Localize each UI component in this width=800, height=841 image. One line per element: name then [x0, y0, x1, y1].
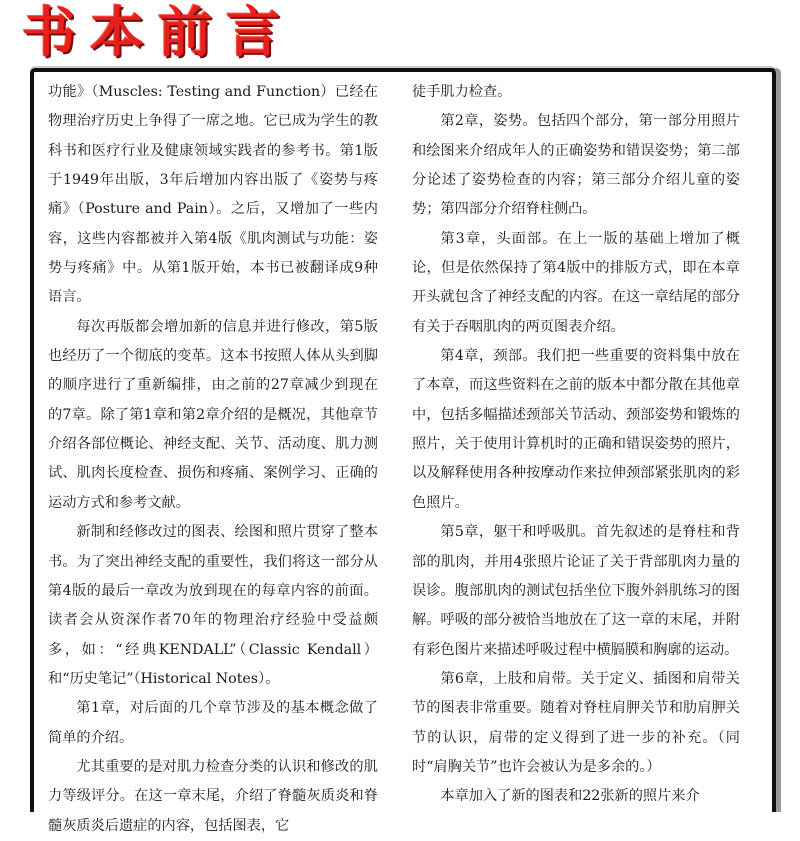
paragraph: 第4章，颈部。我们把一些重要的资料集中放在了本章，而这些资料在之前的版本中都分散在其他章中，包括多幅描述颈部关节活动、颈部姿势和锻炼的照片，关于使用计算机时的正确和错误姿势的照片，以及解释使用各种按摩动作来拉伸颈部紧张肌肉的彩色照片。: [412, 348, 740, 511]
book-page: [30, 68, 776, 834]
paragraph: 尤其重要的是对肌力检查分类的认识和修改的肌力等级评分。在这一章末尾，介绍了脊髓灰质炎和脊髓灰质炎后遗症的内容，包括图表，它: [48, 758, 378, 834]
paragraph: 新制和经修改过的图表、绘图和照片贯穿了整本书。为了突出神经支配的重要性，我们将这一部分从第4版的最后一章改为放到现在的每章内容的前面。读者会从资深作者70年的物理治疗经验中受益颇多，如：“经典KENDALL”（Classic Kendall）和“历史笔记”（Historical Notes）。: [48, 524, 378, 687]
page-title: 书本前言: [22, 1, 294, 64]
paragraph: 本章加入了新的图表和22张新的照片来介: [440, 788, 700, 805]
left-column: [48, 78, 378, 841]
paragraph: 每次再版都会增加新的信息并进行修改，第5版也经历了一个彻底的变革。这本书按照人体从头到脚的顺序进行了重新编排，由之前的27章减少到现在的7章。除了第1章和第2章介绍的是概况，其他章节介绍各部位概论、神经支配、关节、活动度、肌力测试、肌肉长度检查、损伤和疼痛、案例学习、正确的运动方式和参考文献。: [48, 318, 378, 511]
paragraph: 第1章，对后面的几个章节涉及的基本概念做了简单的介绍。: [48, 700, 378, 746]
paragraph: 第3章，头面部。在上一版的基础上增加了概论，但是依然保持了第4版中的排版方式，即在本章开头就包含了神经支配的内容。在这一章结尾的部分有关于吞咽肌肉的两页图表介绍。: [412, 230, 740, 335]
page-header: [0, 0, 800, 68]
paragraph: 第2章，姿势。包括四个部分，第一部分用照片和绘图来介绍成年人的正确姿势和错误姿势；第二部分论述了姿势检查的内容；第三部分介绍儿童的姿势；第四部分介绍脊柱侧凸。: [412, 113, 740, 218]
paragraph: 第5章，躯干和呼吸肌。首先叙述的是脊柱和背部的肌肉，并用4张照片论证了关于背部肌肉力量的误诊。腹部肌肉的测试包括坐位下腹外斜肌练习的图解。呼吸的部分被恰当地放在了这一章的末尾，并附有彩色图片来描述呼吸过程中横膈膜和胸廓的运动。: [412, 524, 740, 658]
right-column: [412, 78, 740, 812]
paragraph: 徒手肌力检查。: [412, 84, 512, 100]
paragraph: 第6章，上肢和肩带。关于定义、插图和肩带关节的图表非常重要。随着对脊柱肩胛关节和肋肩胛关节的认识，肩带的定义得到了进一步的补充。（同时“肩胸关节”也许会被认为是多余的。）: [412, 670, 740, 775]
paragraph: 功能》（Muscles: Testing and Function）已经在物理治疗历史上争得了一席之地。它已成为学生的教科书和医疗行业及健康领域实践者的参考书。第1版于1949年出版，3年后增加内容出版了《姿势与疼痛》（Posture and Pain）。之后，又增加了一些内容，这些内容都被并入第4版《肌肉测试与功能：姿势与疼痛》中。从第1版开始，本书已被翻译成9种语言。: [48, 84, 378, 306]
